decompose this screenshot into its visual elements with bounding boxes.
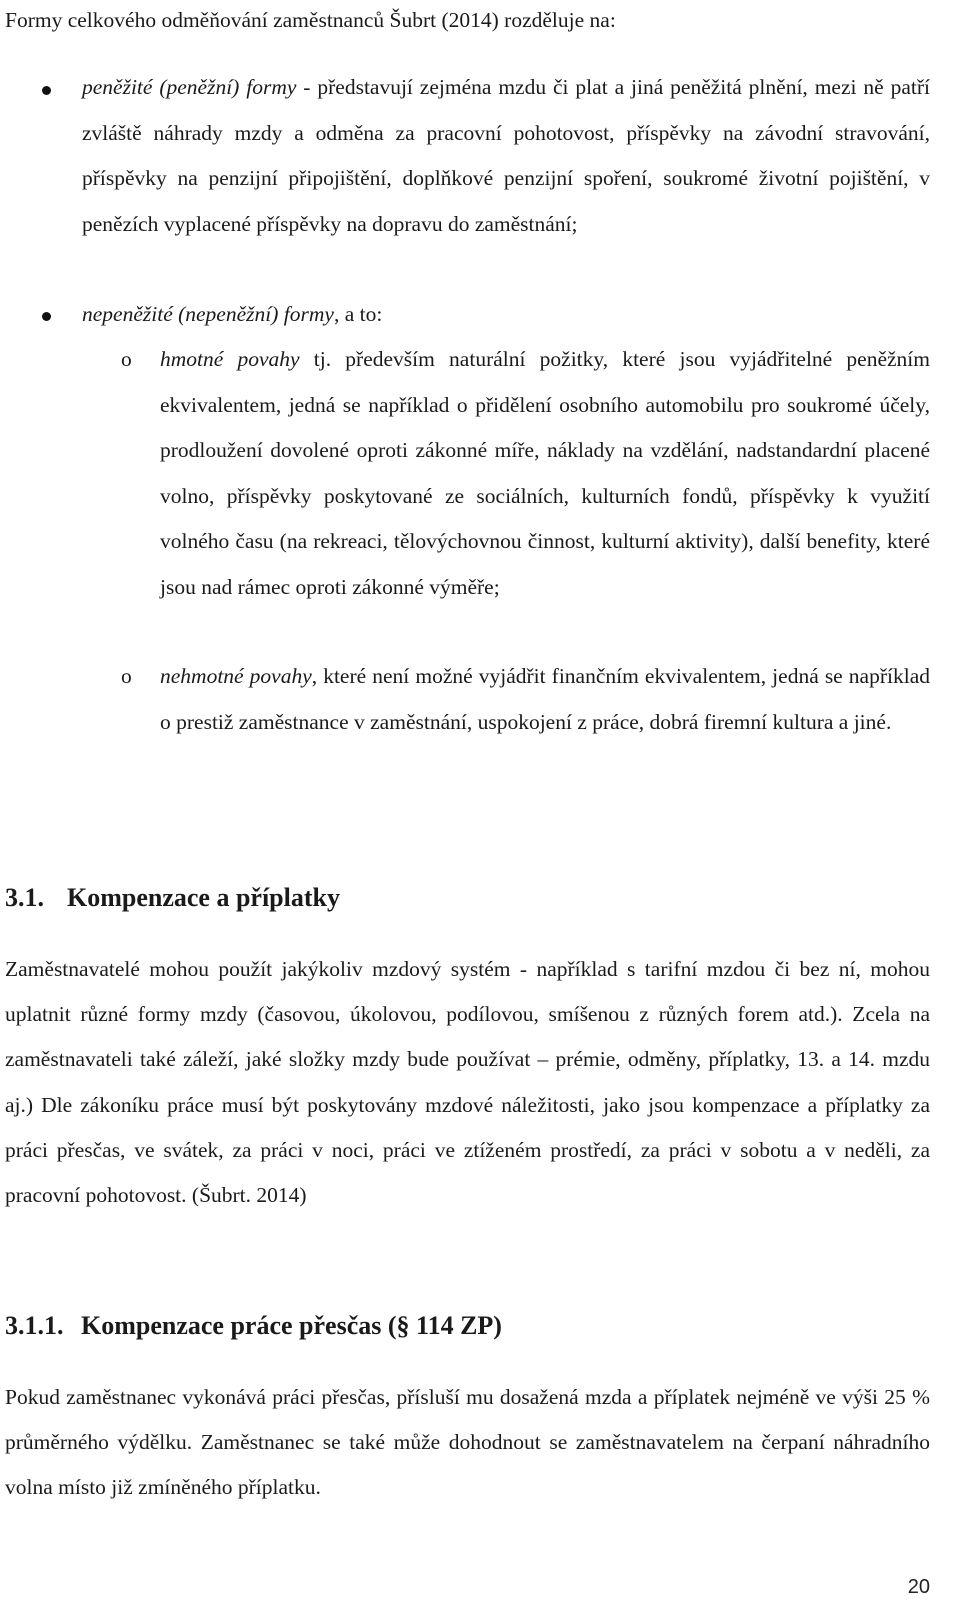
section-title: Kompenzace a příplatky <box>67 883 340 912</box>
sub-bullet-marker: o <box>121 664 132 688</box>
list-item-monetary <box>82 65 930 247</box>
sub-item-emphasis: hmotné povahy <box>160 347 300 371</box>
sub-item-tangible <box>160 337 930 610</box>
sub-item-text: , které není možné vyjádřit finančním ekvivalentem, jedná se například o prestiž zaměstnance v zaměstnání, uspokojení z práce, dobrá firemní kultura a jiné. <box>160 664 930 734</box>
list-item-text: , a to: <box>333 302 383 326</box>
subsection-number: 3.1.1. <box>5 1311 64 1340</box>
section-number: 3.1. <box>5 883 44 912</box>
bullet-icon <box>42 86 51 95</box>
subsection-paragraph: Pokud zaměstnanec vykonává práci přesčas, přísluší mu dosažená mzda a příplatek nejméně ve výši 25 % průměrného výdělku. Zaměstnanec se také může dohodnout se zaměstnavatelem na čerpaní náhradního volna místo již zmíněného příplatku. <box>5 1385 930 1500</box>
list-item-emphasis: peněžité (peněžní) formy <box>82 75 297 99</box>
sub-bullet-marker: o <box>121 347 132 371</box>
sub-item-intangible <box>160 654 930 745</box>
page-number: 20 <box>907 1576 930 1598</box>
subsection-heading <box>5 1308 502 1344</box>
list-item-emphasis: nepeněžité (nepeněžní) formy <box>82 302 334 326</box>
list-item-text: - představují zejména mzdu či plat a jiná peněžitá plnění, mezi ně patří zvláště náhrady mzdy a odměna za pracovní pohotovost, příspěvky na závodní stravování, příspěvky na penzijní připojištění, doplňkové penzijní spoření, soukromé životní pojištění, v penězích vyplacené příspěvky na dopravu do zaměstnání; <box>82 75 930 236</box>
section-paragraph: Zaměstnavatelé mohou použít jakýkoliv mzdový systém - například s tarifní mzdou či bez ní, mohou uplatnit různé formy mzdy (časovou, úkolovou, podílovou, smíšenou z různých forem atd.). Zcela na zaměstnavateli také záleží, jaké složky mzdy bude používat – prémie, odměny, příplatky, 13. a 14. mzdu aj.) Dle zákoníku práce musí být poskytovány mzdové náležitosti, jako jsou kompenzace a příplatky za práci přesčas, ve svátek, za práci v noci, práci ve ztíženém prostředí, za práci v sobotu a v neděli, za pracovní pohotovost. (Šubrt. 2014) <box>5 957 930 1208</box>
subsection-title: Kompenzace práce přesčas (§ 114 ZP) <box>81 1311 502 1340</box>
sub-item-emphasis: nehmotné povahy <box>160 664 312 688</box>
section-heading <box>5 880 340 916</box>
sub-item-text: tj. především naturální požitky, které jsou vyjádřitelné peněžním ekvivalentem, jedná se například o přidělení osobního automobilu pro soukromé účely, prodloužení dovolené oproti zákonné míře, náklady na vzdělání, nadstandardní placené volno, příspěvky poskytované ze sociálních, kulturních fondů, příspěvky k využití volného času (na rekreaci, tělovýchovnou činnost, kulturní aktivity), další benefity, které jsou nad rámec oproti zákonné výměře; <box>160 347 930 599</box>
bullet-icon <box>42 312 51 321</box>
list-item-nonmonetary <box>82 292 930 338</box>
intro-sentence: Formy celkového odměňování zaměstnanců Šubrt (2014) rozděluje na: <box>5 8 616 32</box>
